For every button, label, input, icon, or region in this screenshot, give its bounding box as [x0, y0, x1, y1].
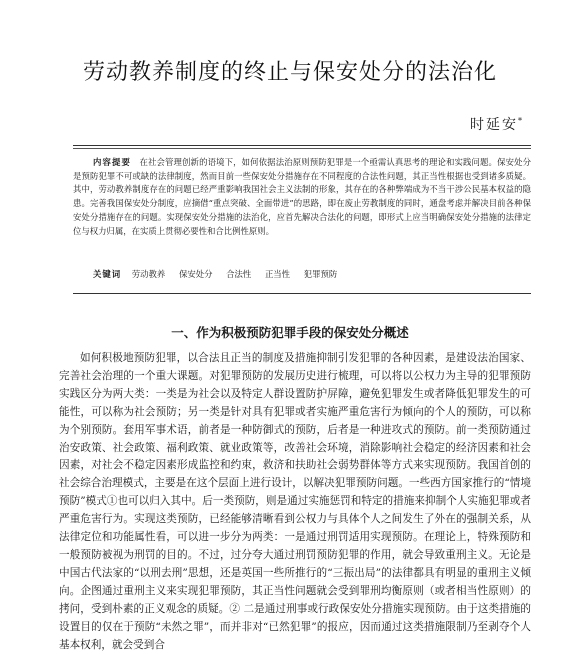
- abstract-bottom-rule: [73, 293, 531, 294]
- article-title: 劳动教养制度的终止与保安处分的法治化: [82, 60, 497, 85]
- abstract-text: 在社会管理创新的语境下，如何依据法治原则预防犯罪是一个亟需认真思考的理论和实践问题。保安处分是预防犯罪不可或缺的法律制度，然而目前一些保安处分措施存在不同程度的合法性问题，其正当性根据也受到诸多质疑。其中，劳动教养制度存在的问题已经严重影响我国社会主义法制的形象，其存在的各种弊端成为不当干涉公民基本权益的隐患。完善我国保安处分制度，应摘借“重点突破、全面带进”的思路，即在废止劳教制度的同时，通盘考虑并解决目前各种保安处分措施存在的问题。实现保安处分措施的法治化，应首先解决合法化的问题，即形式上应当明确保安处分措施的法律定位与权力归属，在实质上贯彻必要性和合比例性原则。: [73, 157, 531, 236]
- article-author: [470, 114, 524, 134]
- keyword-item: 正当性: [264, 269, 291, 279]
- body-paragraph: 如何积极地预防犯罪，以合法且正当的制度及措施抑制引发犯罪的各种因素，是建设法治国家、完善社会治理的一个重大课题。对犯罪预防的发展历史进行梳理，可以将以公权力为主导的犯罪预防实践区分为两大类：一类是为社会以及特定人群设置防护屏障，避免犯罪发生或者降低犯罪发生的可能性，可以称为社会预防；另一类是针对具有犯罪或者实施严重危害行为倾向的个人的预防，可以称为个别预防。套用军事术语，前者是一种防御式的预防，后者是一种进攻式的预防。前一类预防通过治安政策、社会政策、福利政策、就业政策等，改善社会环境，消除影响社会稳定的经济因素和社会因素，对社会不稳定因素形成监控和约束，救济和扶助社会弱势群体等方式来实现预防。我国首创的社会综合治理模式，主要是在这个层面上进行设计，以解决犯罪预防问题。一些西方国家推行的“情境预防”模式①也可以归入其中。后一类预防，则是通过实施惩罚和特定的措施来抑制个人实施犯罪或者严重危害行为。实现这类预防，已经能够清晰看到公权力与具体个人之间发生了外在的强制关系，从法律定位和功能属性看，可以进一步分为两类：一是通过刑罚适用实现预防。在理论上，特殊预防和一般预防被视为刑罚的目的。不过，过分夸大通过刑罚预防犯罪的作用，就会导致重刑主义。无论是中国古代法家的“以刑去刑”思想，还是英国一些所推行的“三振出局”的法律都具有明显的重刑主义倾向。企图通过重刑主义来实现犯罪预防，其正当性问题就会受到罪刑均衡原则（或者相当性原则）的拷问，受到朴素的正义观念的质疑。② 二是通过刑事或行政保安处分措施实现预防。由于这类措施的设置目的仅在于预防“未然之罪”，而并非对“已然犯罪”的报应，因而通过这类措施限制乃至剥夺个人基本权利，就会受到合: [59, 352, 531, 651]
- author-footnote-mark: *: [518, 116, 524, 126]
- keywords-label: 关键词: [93, 269, 122, 279]
- section-heading: 一、作为积极预防犯罪手段的保安处分概述: [171, 325, 409, 340]
- author-name: 时延安: [470, 117, 518, 133]
- abstract-top-rule-thin: [73, 148, 531, 149]
- keyword-item: 犯罪预防: [303, 269, 338, 279]
- abstract: [73, 156, 531, 238]
- abstract-label: 内容提要: [93, 157, 132, 167]
- keyword-item: 合法性: [226, 269, 252, 279]
- keyword-item: 劳动教养: [131, 269, 166, 279]
- keywords: [93, 268, 531, 281]
- abstract-top-rule: [73, 145, 531, 146]
- keyword-item: 保安处分: [178, 269, 213, 279]
